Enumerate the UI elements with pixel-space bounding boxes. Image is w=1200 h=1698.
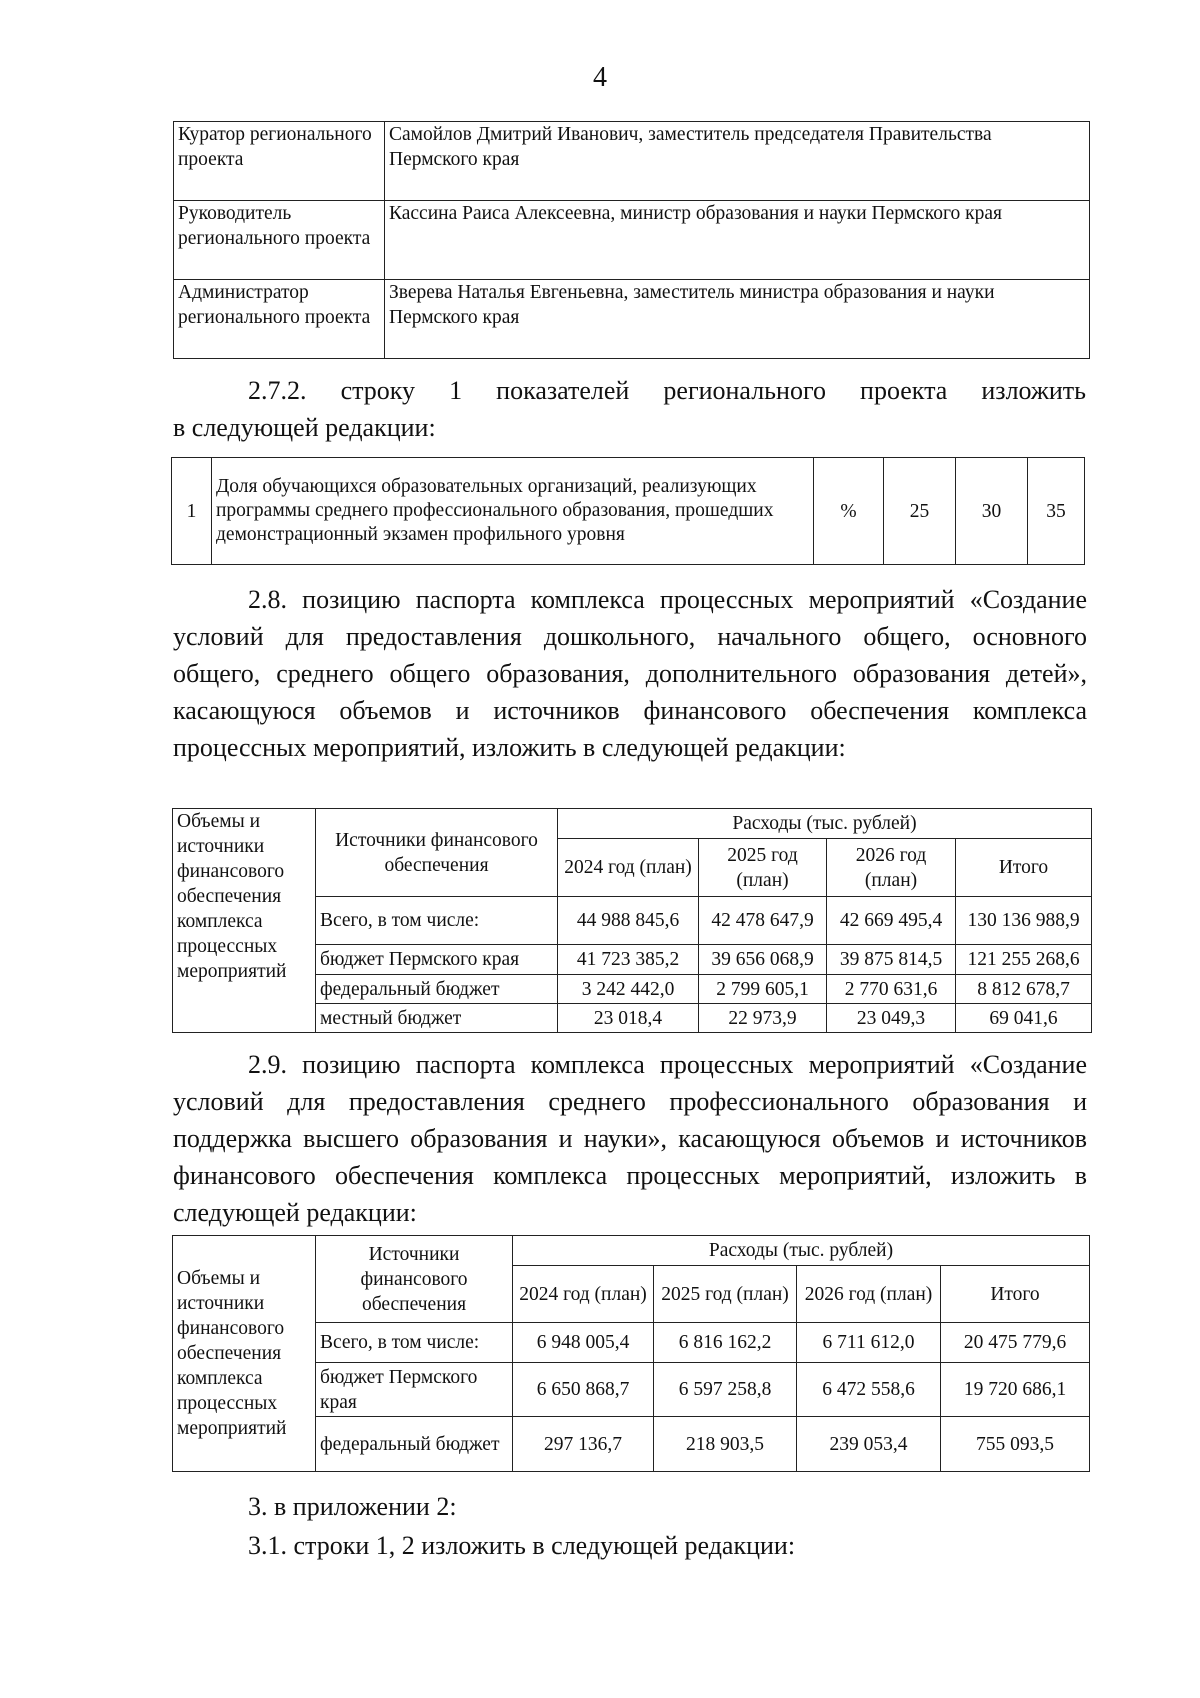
indicator-text: Доля обучающихся образовательных организаций, реализующих программы среднего профессионального образования, прошедших демонстрационный экзамен профильного уровня [212, 458, 814, 565]
value-cell: 2 770 631,6 [827, 975, 956, 1004]
value-cell: 3 242 442,0 [558, 975, 699, 1004]
value-cell: 6 650 868,7 [513, 1363, 654, 1417]
indicator-number: 1 [172, 458, 212, 565]
value-cell: 39 656 068,9 [699, 945, 827, 975]
value-cell: 39 875 814,5 [827, 945, 956, 975]
value-cell: 218 903,5 [654, 1417, 797, 1472]
value-cell: 6 711 612,0 [797, 1323, 941, 1363]
value-cell: 23 049,3 [827, 1004, 956, 1033]
table-row [174, 122, 1090, 201]
officials-table [173, 121, 1090, 359]
person-cell: Зверева Наталья Евгеньевна, заместитель министра образования и науки Пермского края [385, 280, 1090, 359]
source-header: Источники финансового обеспечения [316, 809, 558, 897]
value-cell: 44 988 845,6 [558, 897, 699, 945]
source-header: Источники финансового обеспечения [316, 1236, 513, 1323]
year-header: 2026 год (план) [827, 839, 956, 897]
role-cell: Куратор регионального проекта [174, 122, 385, 201]
expenses-header: Расходы (тыс. рублей) [513, 1236, 1090, 1266]
table-row [174, 201, 1090, 280]
table-row [173, 1236, 1090, 1266]
paragraph-3: 3. в приложении 2: [248, 1492, 457, 1521]
value-cell: 6 472 558,6 [797, 1363, 941, 1417]
person-cell: Кассина Раиса Алексеевна, министр образования и науки Пермского края [385, 201, 1090, 280]
value-cell: 19 720 686,1 [941, 1363, 1090, 1417]
paragraph-2-7-2: 2.7.2. строку 1 показателей регионального проекта изложить [248, 376, 1086, 405]
indicator-value-2: 30 [956, 458, 1028, 565]
value-cell: 130 136 988,9 [956, 897, 1092, 945]
paragraph-3-1: 3.1. строки 1, 2 изложить в следующей редакции: [248, 1531, 796, 1560]
value-cell: 297 136,7 [513, 1417, 654, 1472]
value-cell: 20 475 779,6 [941, 1323, 1090, 1363]
page-number: 4 [593, 62, 607, 93]
value-cell: 41 723 385,2 [558, 945, 699, 975]
table-row [173, 809, 1092, 839]
year-header: 2026 год (план) [797, 1266, 941, 1323]
source-name: федеральный бюджет [316, 975, 558, 1004]
total-header: Итого [941, 1266, 1090, 1323]
year-header: 2024 год (план) [513, 1266, 654, 1323]
value-cell: 6 816 162,2 [654, 1323, 797, 1363]
value-cell: 42 478 647,9 [699, 897, 827, 945]
indicator-value-3: 35 [1028, 458, 1085, 565]
value-cell: 755 093,5 [941, 1417, 1090, 1472]
source-name: федеральный бюджет [316, 1417, 513, 1472]
value-cell: 69 041,6 [956, 1004, 1092, 1033]
table-row [174, 280, 1090, 359]
finance-table-1 [172, 808, 1092, 1033]
source-name: местный бюджет [316, 1004, 558, 1033]
year-header: 2025 год (план) [654, 1266, 797, 1323]
value-cell: 121 255 268,6 [956, 945, 1092, 975]
indicator-table [171, 457, 1085, 565]
value-cell: 239 053,4 [797, 1417, 941, 1472]
value-cell: 42 669 495,4 [827, 897, 956, 945]
source-name: Всего, в том числе: [316, 897, 558, 945]
value-cell: 6 948 005,4 [513, 1323, 654, 1363]
paragraph-2-7-2-cont: в следующей редакции: [173, 413, 436, 442]
value-cell: 6 597 258,8 [654, 1363, 797, 1417]
finance-table-2 [172, 1235, 1090, 1472]
source-name: Всего, в том числе: [316, 1323, 513, 1363]
role-cell: Администратор регионального проекта [174, 280, 385, 359]
source-name: бюджет Пермского края [316, 1363, 513, 1417]
paragraph-2-9: 2.9. позицию паспорта комплекса процессных мероприятий «Создание условий для предоставления среднего профессионального образования и поддержка высшего образования и науки», касающуюся объемов и источников финансового обеспечения комплекса процессных мероприятий, изложить в следующей редакции: [173, 1050, 1087, 1227]
value-cell: 22 973,9 [699, 1004, 827, 1033]
value-cell: 8 812 678,7 [956, 975, 1092, 1004]
expenses-header: Расходы (тыс. рублей) [558, 809, 1092, 839]
value-cell: 2 799 605,1 [699, 975, 827, 1004]
person-cell: Самойлов Дмитрий Иванович, заместитель председателя Правительства Пермского края [385, 122, 1090, 201]
paragraph-2-8: 2.8. позицию паспорта комплекса процессных мероприятий «Создание условий для предоставления дошкольного, начального общего, основного общего, среднего общего образования, дополнительного образования детей», касающуюся объемов и источников финансового обеспечения комплекса процессных мероприятий, изложить в следующей редакции: [173, 585, 1087, 762]
year-header: 2025 год (план) [699, 839, 827, 897]
indicator-value-1: 25 [884, 458, 956, 565]
role-cell: Руководитель регионального проекта [174, 201, 385, 280]
indicator-unit: % [814, 458, 884, 565]
source-name: бюджет Пермского края [316, 945, 558, 975]
finance-left-label: Объемы и источники финансового обеспечения комплекса процессных мероприятий [173, 1236, 316, 1472]
finance-left-label: Объемы и источники финансового обеспечения комплекса процессных мероприятий [173, 809, 316, 1033]
value-cell: 23 018,4 [558, 1004, 699, 1033]
table-row [172, 458, 1085, 565]
total-header: Итого [956, 839, 1092, 897]
year-header: 2024 год (план) [558, 839, 699, 897]
